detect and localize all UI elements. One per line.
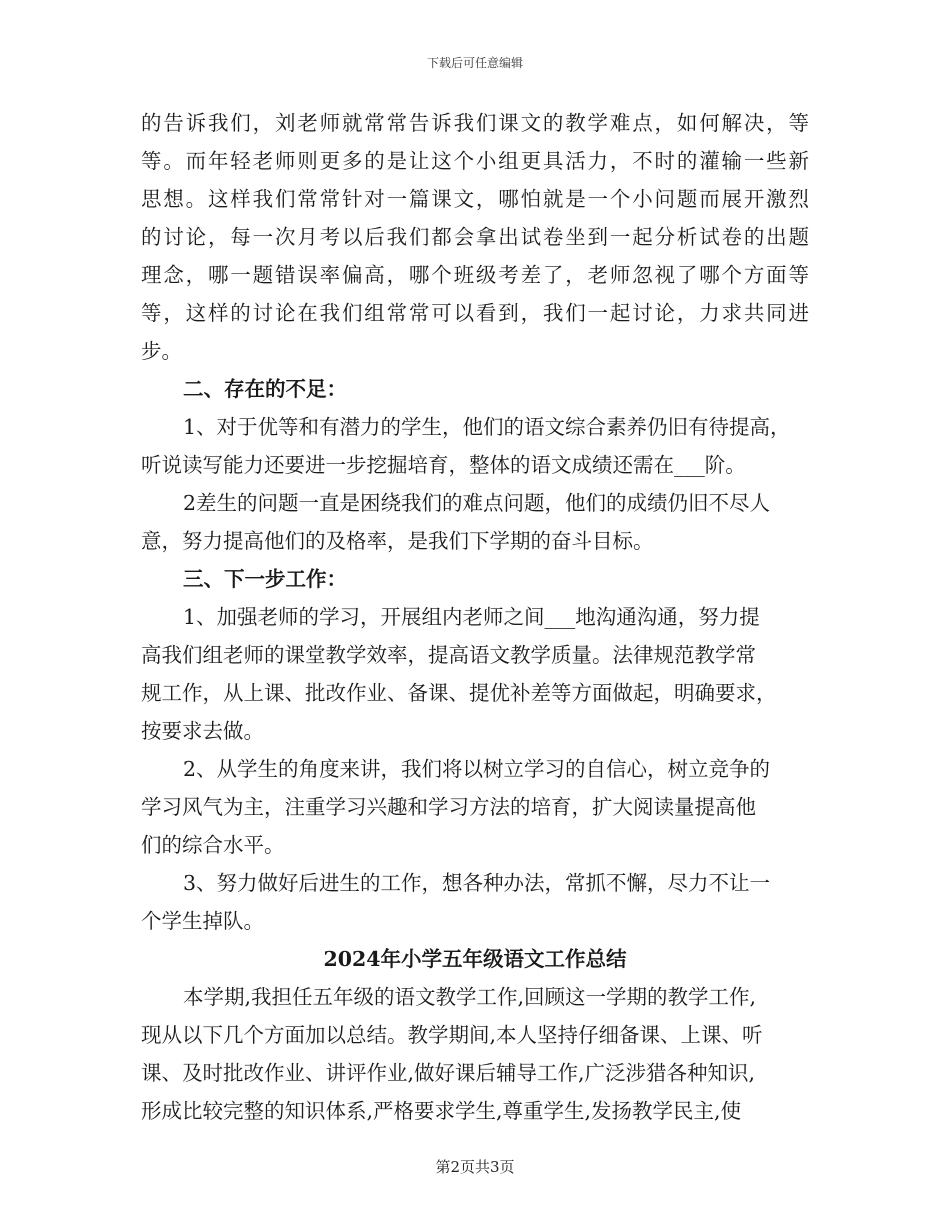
paragraph-line: 步。	[141, 339, 182, 363]
paragraph-line	[141, 218, 809, 256]
paragraph-line	[141, 142, 809, 180]
paragraph-line-text: 等，这样的讨论在我们组常常可以看到，我们一起讨论，力求共同进	[141, 301, 809, 325]
document-body	[141, 104, 809, 1130]
paragraph-line-text: 等。而年轻老师则更多的是让这个小组更具活力，不时的灌输一些新	[141, 149, 809, 173]
paragraph-line: 课、及时批改作业、讲评作业,做好课后辅导工作,广泛涉猎各种知识,	[141, 1061, 756, 1085]
section-title: 2024年小学五年级语文工作总结	[323, 947, 627, 971]
paragraph-line-text: 思想。这样我们常常针对一篇课文，哪怕就是一个小问题而展开激烈	[141, 187, 809, 211]
paragraph-line: 按要求去做。	[141, 719, 264, 743]
paragraph-line	[141, 104, 809, 142]
paragraph-line: 学习风气为主，注重学习兴趣和学习方法的培育，扩大阅读量提高他	[141, 795, 756, 819]
paragraph-line-text: 的告诉我们，刘老师就常常告诉我们课文的教学难点，如何解决，等	[141, 111, 809, 135]
paragraph-line	[141, 256, 809, 294]
paragraph-line: 3、努力做好后进生的工作，想各种办法，常抓不懈，尽力不让一	[183, 871, 771, 895]
section-heading: 二、存在的不足：	[183, 377, 347, 401]
paragraph-line: 个学生掉队。	[141, 909, 264, 933]
paragraph-line	[141, 180, 809, 218]
paragraph-line-text: 的讨论，每一次月考以后我们都会拿出试卷坐到一起分析试卷的出题	[141, 225, 809, 249]
paragraph-line: 2、从学生的角度来讲，我们将以树立学习的自信心，树立竞争的	[183, 757, 771, 781]
paragraph-line: 高我们组老师的课堂教学效率，提高语文教学质量。法律规范教学常	[141, 643, 756, 667]
paragraph-line	[141, 294, 809, 332]
paragraph-line: 本学期,我担任五年级的语文教学工作,回顾这一学期的教学工作,	[183, 985, 757, 1009]
paragraph-line: 1、加强老师的学习，开展组内老师之间___地沟通沟通，努力提	[183, 605, 760, 629]
paragraph-line: 们的综合水平。	[141, 833, 285, 857]
paragraph-line: 形成比较完整的知识体系,严格要求学生,尊重学生,发扬教学民主,使	[141, 1099, 742, 1123]
page-footer: 第2页共3页	[435, 1158, 515, 1176]
paragraph-line: 听说读写能力还要进一步挖掘培育，整体的语文成绩还需在___阶。	[141, 453, 746, 477]
paragraph-line-text: 理念，哪一题错误率偏高，哪个班级考差了，老师忽视了哪个方面等	[141, 263, 809, 287]
paragraph-line: 规工作，从上课、批改作业、备课、提优补差等方面做起，明确要求，	[141, 681, 777, 705]
paragraph-line: 意，努力提高他们的及格率，是我们下学期的奋斗目标。	[141, 529, 654, 553]
section-heading: 三、下一步工作：	[183, 567, 347, 591]
page-header: 下载后可任意编辑	[426, 56, 523, 70]
paragraph-line: 2差生的问题一直是困绕我们的难点问题，他们的成绩仍旧不尽人	[183, 491, 771, 515]
paragraph-line: 现从以下几个方面加以总结。教学期间,本人坚持仔细备课、上课、听	[141, 1023, 763, 1047]
paragraph-line: 1、对于优等和有潜力的学生，他们的语文综合素养仍旧有待提高，	[183, 415, 791, 439]
